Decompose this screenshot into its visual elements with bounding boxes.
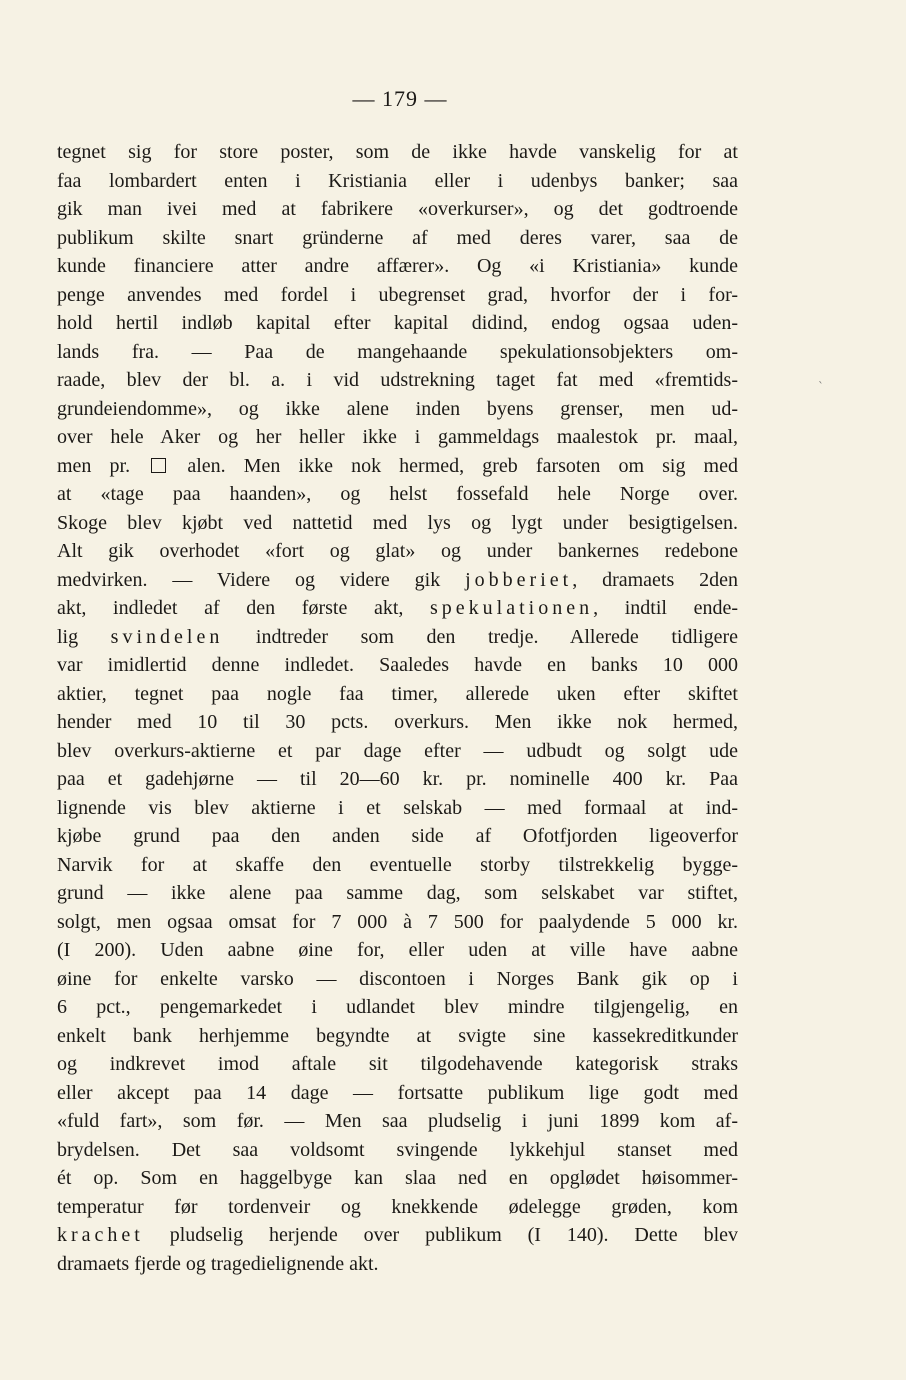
text-segment: dramaets fjerde og tragedielignende akt. [57, 1252, 379, 1275]
emphasized-word: svindelen [110, 625, 224, 648]
text-segment: over hele Aker og her heller ikke i gammeldags maalestok pr. maal, [57, 426, 738, 448]
text-segment: grund — ikke alene paa samme dag, som selskabet var stiftet, [57, 882, 738, 904]
text-segment: medvirken. — Videre og videre gik [57, 568, 466, 591]
text-line [57, 1221, 738, 1250]
text-segment: var imidlertid denne indledet. Saaledes havde en banks 10 000 [57, 654, 738, 676]
text-line [57, 480, 738, 509]
text-segment: faa lombardert enten i Kristiania eller i udenbys banker; saa [57, 169, 738, 192]
text-segment: øine for enkelte varsko — discontoen i Norges Bank gik op i [57, 967, 738, 990]
text-line [57, 1050, 738, 1079]
text-line [57, 1107, 738, 1136]
text-segment: raade, blev der bl. a. i vid udstrekning taget fat med «fremtids- [57, 369, 738, 391]
text-line [57, 338, 738, 367]
text-segment: kunde financiere atter andre affærer». Og «i Kristiania» kunde [57, 255, 738, 277]
text-line [57, 138, 738, 167]
emphasized-word: spekulationen [430, 597, 594, 619]
emphasized-word: krachet [57, 1224, 144, 1246]
body-text [57, 138, 738, 1278]
text-segment: Skoge blev kjøbt ved nattetid med lys og lygt under besigtigelsen. [57, 511, 738, 534]
text-segment: Narvik for at skaffe den eventuelle storby tilstrekkelig bygge- [57, 853, 738, 876]
text-line [57, 281, 738, 310]
text-segment: alen. Men ikke nok hermed, greb farsoten om sig med [169, 454, 738, 477]
text-line [57, 936, 738, 965]
text-line [57, 1193, 738, 1222]
text-line [57, 252, 738, 281]
text-segment: enkelt bank herhjemme begyndte at svigte sine kassekreditkunder [57, 1024, 738, 1047]
text-line [57, 167, 738, 196]
text-line [57, 822, 738, 851]
text-segment: , dramaets 2den [572, 568, 738, 591]
text-segment: (I 200). Uden aabne øine for, eller uden at ville have aabne [57, 939, 738, 961]
text-segment: lands fra. — Paa de mangehaande spekulationsobjekters om- [57, 340, 738, 363]
text-line [57, 1250, 738, 1279]
text-line [57, 993, 738, 1022]
text-segment: Alt gik overhodet «fort og glat» og under bankernes redebone [57, 540, 738, 562]
text-segment: penge anvendes med fordel i ubegrenset grad, hvorfor der i for- [57, 283, 738, 306]
text-segment: lig [57, 625, 111, 648]
text-segment: brydelsen. Det saa voldsomt svingende lykkehjul stanset med [57, 1138, 738, 1161]
text-segment: paa et gadehjørne — til 20—60 kr. pr. nominelle 400 kr. Paa [57, 768, 738, 790]
text-segment: hold hertil indløb kapital efter kapital didind, endog ogsaa uden- [57, 312, 738, 334]
text-line [57, 566, 738, 595]
text-segment: akt, indledet af den første akt, [57, 597, 431, 619]
text-line [57, 1164, 738, 1193]
text-segment: kjøbe grund paa den anden side af Ofotfjorden ligeoverfor [57, 825, 738, 847]
text-line [57, 737, 738, 766]
text-segment: blev overkurs-aktierne et par dage efter — udbudt og solgt ude [57, 739, 738, 762]
text-segment: lignende vis blev aktierne i et selskab — med formaal at ind- [57, 796, 738, 819]
text-line [57, 366, 738, 395]
text-segment: ét op. Som en haggelbyge kan slaa ned en opglødet høisommer- [57, 1167, 738, 1189]
emphasized-word: jobberiet [465, 568, 573, 591]
text-segment: publikum skilte snart gründerne af med deres varer, saa de [57, 226, 738, 249]
text-line [57, 794, 738, 823]
page-number: — 179 — [352, 86, 448, 111]
text-line [57, 1022, 738, 1051]
text-segment: 6 pct., pengemarkedet i udlandet blev mindre tilgjengelig, en [57, 996, 738, 1018]
text-line [57, 423, 738, 452]
square-symbol-icon [151, 458, 166, 473]
text-line [57, 851, 738, 880]
text-line [57, 1136, 738, 1165]
text-segment: «fuld fart», som før. — Men saa pludselig i juni 1899 kom af- [57, 1110, 738, 1132]
text-line [57, 452, 738, 481]
text-segment: at «tage paa haanden», og helst fossefald hele Norge over. [57, 483, 738, 505]
text-line [57, 680, 738, 709]
text-line [57, 395, 738, 424]
text-line [57, 1079, 738, 1108]
text-segment: gik man ivei med at fabrikere «overkurser», og det godtroende [57, 198, 738, 220]
text-segment: solgt, men ogsaa omsat for 7 000 à 7 500 for paalydende 5 000 kr. [57, 910, 738, 933]
text-line [57, 623, 738, 652]
text-segment: pludselig herjende over publikum (I 140). Dette blev [143, 1224, 738, 1246]
text-segment: aktier, tegnet paa nogle faa timer, allerede uken efter skiftet [57, 682, 738, 705]
text-line [57, 509, 738, 538]
text-line [57, 879, 738, 908]
text-segment: men pr. [57, 454, 149, 477]
text-line [57, 965, 738, 994]
text-segment: hender med 10 til 30 pcts. overkurs. Men ikke nok hermed, [57, 711, 738, 733]
text-line [57, 708, 738, 737]
text-line [57, 309, 738, 338]
text-line [57, 537, 738, 566]
text-segment: eller akcept paa 14 dage — fortsatte publikum lige godt med [57, 1081, 738, 1104]
text-segment: indtreder som den tredje. Allerede tidligere [223, 625, 738, 648]
text-line [57, 765, 738, 794]
text-line [57, 908, 738, 937]
text-line [57, 224, 738, 253]
text-segment: tegnet sig for store poster, som de ikke havde vanskelig for at [57, 141, 738, 163]
text-segment: , indtil ende- [593, 597, 739, 619]
text-segment: grundeiendomme», og ikke alene inden byens grenser, men ud- [57, 397, 738, 420]
text-segment: temperatur før tordenveir og knekkende ødelegge grøden, kom [57, 1195, 738, 1218]
text-line [57, 651, 738, 680]
text-line [57, 594, 738, 623]
scan-mark: ` [818, 380, 824, 394]
text-line [57, 195, 738, 224]
text-segment: og indkrevet imod aftale sit tilgodehavende kategorisk straks [57, 1053, 738, 1075]
